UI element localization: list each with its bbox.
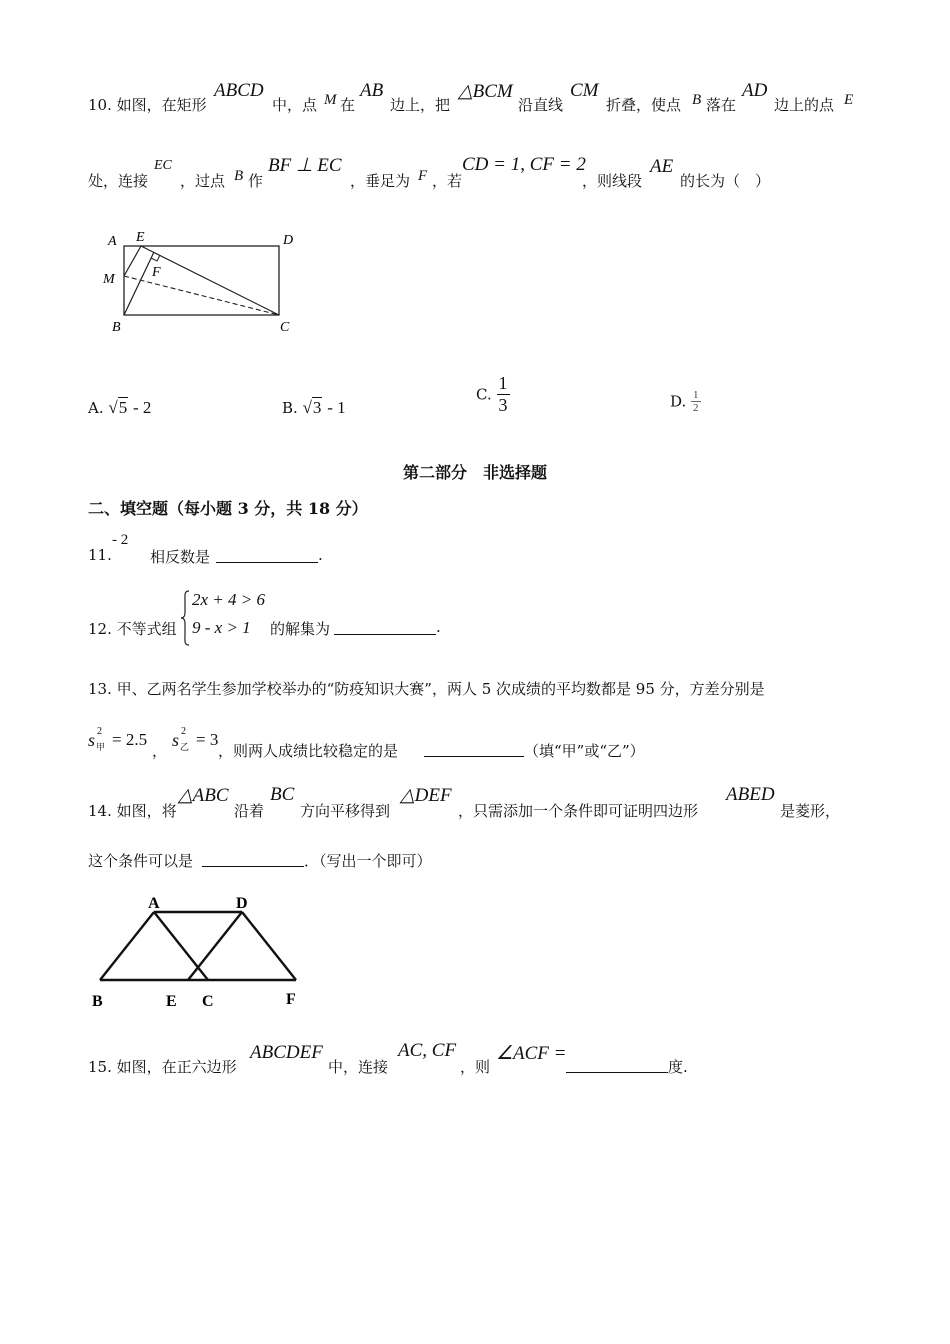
- label-f: F: [286, 991, 296, 1008]
- q10-point-f: F: [418, 168, 428, 184]
- option-c-denominator: 3: [498, 395, 508, 415]
- segment-ab: [100, 912, 154, 980]
- label-e: E: [136, 230, 145, 245]
- label-c: C: [280, 320, 290, 335]
- label-d: D: [283, 233, 294, 248]
- q10-point-m: M: [324, 92, 337, 108]
- q15-text-1: 15. 如图，在正六边形: [88, 1058, 237, 1076]
- q15-answer-blank[interactable]: [566, 1072, 668, 1073]
- q10-math-cm: CM: [570, 80, 599, 101]
- segment-ac: [154, 912, 208, 980]
- label-e: E: [166, 993, 177, 1010]
- q14-text-4: ，只需添加一个条件即可证明四边形: [458, 802, 699, 820]
- part2-title: 第二部分 非选择题: [402, 463, 547, 482]
- q15-math-abcdef: ABCDEF: [250, 1042, 323, 1063]
- q12-text: 的解集为: [270, 620, 331, 638]
- q11-text: 相反数是: [150, 548, 211, 566]
- q14-answer-blank[interactable]: [202, 866, 304, 867]
- segment-em: [124, 246, 141, 276]
- q15-text-3: ，则: [460, 1058, 491, 1076]
- label-c: C: [202, 993, 214, 1010]
- option-b-letter: B.: [282, 399, 298, 417]
- fold-line-cm: [124, 276, 279, 315]
- option-d-numerator: 1: [693, 389, 699, 401]
- q14-math-abed: ABED: [726, 784, 775, 805]
- q13-value-b: = 3: [196, 730, 219, 749]
- segment-df: [242, 912, 296, 980]
- q10-math-bcm: △BCM: [458, 81, 513, 102]
- q12-inequality-2: 9 - x > 1: [192, 618, 251, 637]
- q14-math-abc: △ABC: [178, 785, 229, 806]
- option-a-rest: - 2: [133, 398, 152, 417]
- q10-point-b2: B: [234, 168, 244, 184]
- q10-text-14: ，则线段: [582, 172, 643, 190]
- q12-inequality-1: 2x + 4 > 6: [192, 590, 265, 609]
- q14-text-6: 这个条件可以是: [88, 852, 194, 870]
- q12-brace: [180, 590, 190, 646]
- q10-text-7: 落在: [706, 96, 737, 114]
- option-d-letter: D.: [670, 392, 687, 411]
- q11-expression: - 2: [112, 532, 129, 548]
- q13-s-b: s: [172, 730, 180, 750]
- option-a-radicand: 5: [118, 398, 128, 417]
- q10-point-b: B: [692, 92, 702, 108]
- option-d-denominator: 2: [693, 402, 699, 414]
- q13-sub-b: 乙: [180, 743, 190, 753]
- q10-text-11: 作: [248, 172, 264, 190]
- q14-translation-figure: [88, 890, 308, 1016]
- q10-text-3: 在: [340, 96, 356, 114]
- q13-comma: ，: [152, 742, 168, 760]
- rectangle-abcd: [124, 246, 279, 315]
- q13-sup-a: 2: [97, 726, 102, 737]
- q14-text-3: 方向平移得到: [300, 802, 391, 820]
- segment-bf: [124, 252, 154, 315]
- q15-text-2: 中，连接: [328, 1058, 389, 1076]
- q14-text-2: 沿着: [234, 802, 265, 820]
- q15-end: 度.: [668, 1058, 688, 1076]
- q10-option-c[interactable]: [476, 373, 510, 416]
- option-b-rest: - 1: [327, 398, 346, 417]
- q14-text-7: ．（写出一个即可）: [304, 852, 432, 870]
- q10-option-a[interactable]: A. √5 - 2: [88, 398, 152, 417]
- q14-math-bc: BC: [270, 784, 295, 805]
- q13-text: ，则两人成绩比较稳定的是: [218, 742, 399, 760]
- q10-text-6: 折叠，使点: [606, 96, 682, 114]
- q10-math-condition: CD = 1, CF = 2: [462, 154, 586, 175]
- q10-text-15: 的长为（ ）: [680, 172, 771, 190]
- q12-end: .: [436, 618, 441, 636]
- q11-number: 11.: [88, 546, 112, 564]
- q10-point-e: E: [844, 92, 854, 108]
- q10-text-5: 沿直线: [518, 96, 564, 114]
- q13-sup-b: 2: [181, 726, 186, 737]
- option-c-letter: C.: [476, 385, 492, 404]
- q12-answer-blank[interactable]: [334, 634, 436, 635]
- label-m: M: [103, 272, 115, 287]
- label-a: A: [148, 895, 160, 912]
- q10-rectangle-figure: [98, 226, 308, 338]
- section-heading: 二、填空题（每小题 3 分，共 18 分）: [88, 499, 368, 518]
- label-b: B: [92, 993, 103, 1010]
- q10-text-9: 处，连接: [88, 172, 149, 190]
- option-a-letter: A.: [88, 399, 104, 417]
- q10-option-d[interactable]: [670, 389, 701, 414]
- q13-answer-blank[interactable]: [424, 756, 524, 757]
- q10-option-b[interactable]: B. √3 - 1: [282, 398, 346, 417]
- q11-answer-blank[interactable]: [216, 562, 318, 563]
- q13-value-a: = 2.5: [112, 730, 148, 749]
- q10-text-2: 中，点: [272, 96, 318, 114]
- q12-prefix: 12. 不等式组: [88, 620, 177, 638]
- q13-tail: （填“甲”或“乙”）: [524, 742, 645, 760]
- q14-math-def: △DEF: [400, 785, 452, 806]
- option-b-radicand: 3: [312, 398, 322, 417]
- q15-math-ac-cf: AC, CF: [398, 1040, 457, 1061]
- q13-line1: 13. 甲、乙两名学生参加学校举办的“防疫知识大赛”，两人 5 次成绩的平均数都是 95 分，方差分别是: [88, 680, 765, 698]
- q14-text-5: 是菱形，: [780, 802, 841, 820]
- q15-math-angle: ∠ACF =: [496, 1043, 567, 1064]
- q10-math-ad: AD: [742, 80, 768, 101]
- q10-math-ae: AE: [650, 156, 674, 177]
- q13-s-a: s: [88, 730, 96, 750]
- label-d: D: [236, 895, 248, 912]
- q10-text-10: ，过点: [180, 172, 226, 190]
- label-b: B: [112, 320, 121, 335]
- q10-math-abcd: ABCD: [214, 80, 264, 101]
- q10-text-12: ，垂足为: [350, 172, 411, 190]
- label-a: A: [108, 234, 117, 249]
- q10-math-ec: EC: [154, 158, 172, 173]
- q10-text-8: 边上的点: [774, 96, 835, 114]
- q10-math-bf-perp-ec: BF ⊥ EC: [268, 155, 342, 176]
- q10-text-4: 边上，把: [390, 96, 451, 114]
- segment-de: [188, 912, 242, 980]
- q14-text-1: 14. 如图，将: [88, 802, 177, 820]
- label-f: F: [152, 265, 161, 280]
- q10-text-1: 10. 如图，在矩形: [88, 96, 207, 114]
- q10-math-ab: AB: [360, 80, 384, 101]
- q10-text-13: ，若: [432, 172, 463, 190]
- option-c-numerator: 1: [498, 373, 508, 393]
- segment-ec: [141, 246, 279, 315]
- q13-sub-a: 甲: [96, 743, 106, 753]
- q11-end: .: [318, 546, 323, 564]
